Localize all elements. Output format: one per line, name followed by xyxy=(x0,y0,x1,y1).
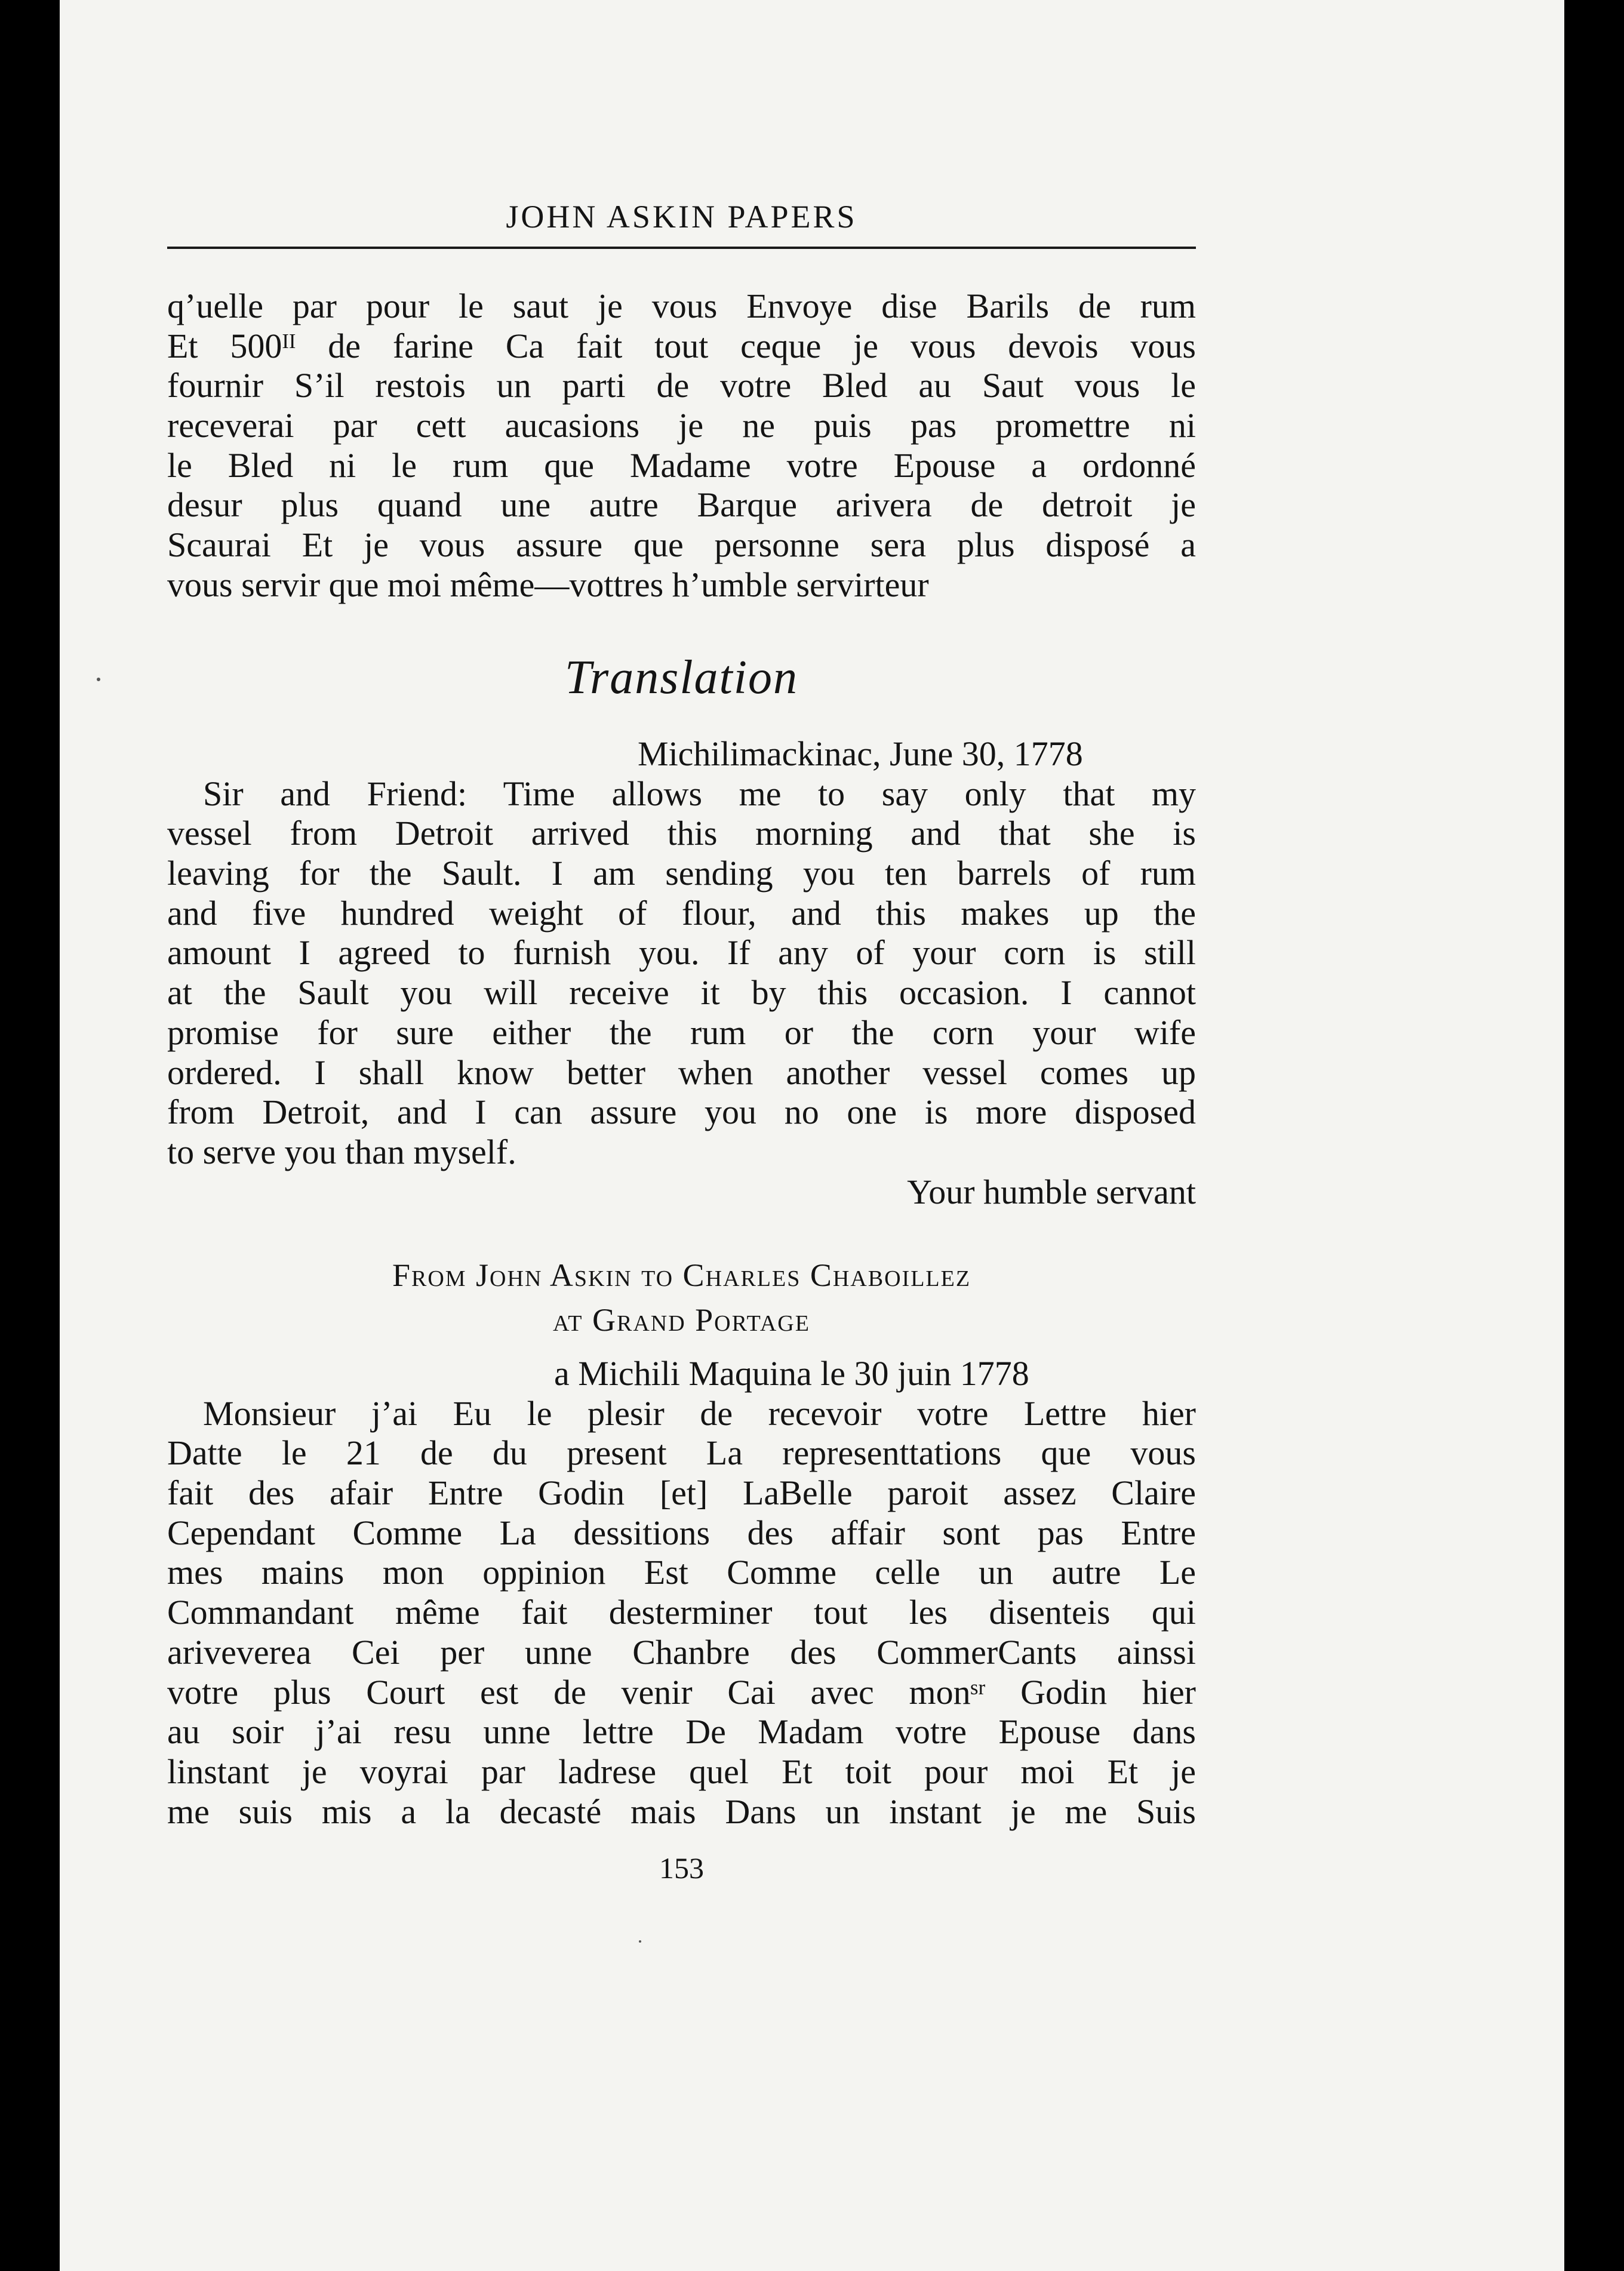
text-line: Scaurai Et je vous assure que personne sera plus disposé a xyxy=(167,525,1196,565)
text-line: ariveverea Cei per unne Chanbre des CommerCants ainssi xyxy=(167,1632,1196,1672)
letter-section xyxy=(167,1354,1196,1832)
text-line: Cependant Comme La dessitions des affair sont pas Entre xyxy=(167,1513,1196,1552)
text-line: votre plus Court est de venir Cai avec monˢʳ Godin hier xyxy=(167,1672,1196,1712)
text-line: me suis mis a la decasté mais Dans un instant je me Suis xyxy=(167,1792,1196,1831)
paper-speck xyxy=(639,1940,641,1943)
letter-heading-sub: at Grand Portage xyxy=(553,1302,810,1338)
text-line: promise for sure either the rum or the corn your wife xyxy=(167,1013,1196,1052)
letter-heading: From John Askin to Charles Chaboillez xyxy=(392,1257,971,1293)
translation-heading: Translation xyxy=(564,651,799,704)
text-line: vous servir que moi même—vottres h’umble servirteur xyxy=(167,565,929,604)
paper-speck xyxy=(97,678,100,681)
french-continuation xyxy=(167,287,1196,605)
translation-closing: Your humble servant xyxy=(907,1172,1196,1211)
translation-dateline: Michilimackinac, June 30, 1778 xyxy=(638,734,1083,773)
text-line: and five hundred weight of flour, and this makes up the xyxy=(167,893,1196,933)
text-line: q’uelle par pour le saut je vous Envoye dise Barils de rum xyxy=(167,287,1196,325)
text-line: au soir j’ai resu unne lettre De Madam votre Epouse dans xyxy=(167,1712,1196,1752)
text-line: Datte le 21 de du present La representtations que vous xyxy=(167,1433,1196,1473)
page-number: 153 xyxy=(659,1851,704,1885)
running-head: JOHN ASKIN PAPERS xyxy=(506,199,857,235)
text-line: fournir S’il restois un parti de votre Bled au Saut vous le xyxy=(167,366,1196,405)
text-line: leaving for the Sault. I am sending you ten barrels of rum xyxy=(167,854,1196,893)
text-line: ordered. I shall know better when another vessel comes up xyxy=(167,1053,1196,1092)
translation-section xyxy=(167,734,1196,1212)
text-line: Monsieur j’ai Eu le plesir de recevoir votre Lettre hier xyxy=(203,1393,1196,1433)
letter-dateline: a Michili Maquina le 30 juin 1778 xyxy=(554,1354,1029,1393)
text-line: to serve you than myself. xyxy=(167,1132,516,1171)
text-line: Et 500ᴵᴵ de farine Ca fait tout ceque je vous devois vous xyxy=(167,326,1196,365)
text-line: le Bled ni le rum que Madame votre Epouse a ordonné xyxy=(167,445,1196,485)
text-line: Sir and Friend: Time allows me to say only that my xyxy=(203,774,1196,813)
text-line: receverai par cett aucasions je ne puis pas promettre ni xyxy=(167,406,1196,445)
text-line: linstant je voyrai par ladrese quel Et toit pour moi Et je xyxy=(167,1752,1196,1791)
text-line: Commandant même fait desterminer tout les disenteis qui xyxy=(167,1593,1196,1632)
book-page xyxy=(60,0,1564,2271)
text-line: vessel from Detroit arrived this morning and that she is xyxy=(167,814,1196,853)
text-line: at the Sault you will receive it by this occasion. I cannot xyxy=(167,973,1196,1013)
text-line: from Detroit, and I can assure you no one is more disposed xyxy=(167,1093,1196,1132)
text-line: desur plus quand une autre Barque arivera de detroit je xyxy=(167,485,1196,525)
text-line: amount I agreed to furnish you. If any of your corn is still xyxy=(167,933,1196,973)
text-line: mes mains mon oppinion Est Comme celle un autre Le xyxy=(167,1553,1196,1592)
text-line: fait des afair Entre Godin [et] LaBelle paroit assez Claire xyxy=(167,1473,1196,1513)
header-rule xyxy=(167,247,1196,249)
